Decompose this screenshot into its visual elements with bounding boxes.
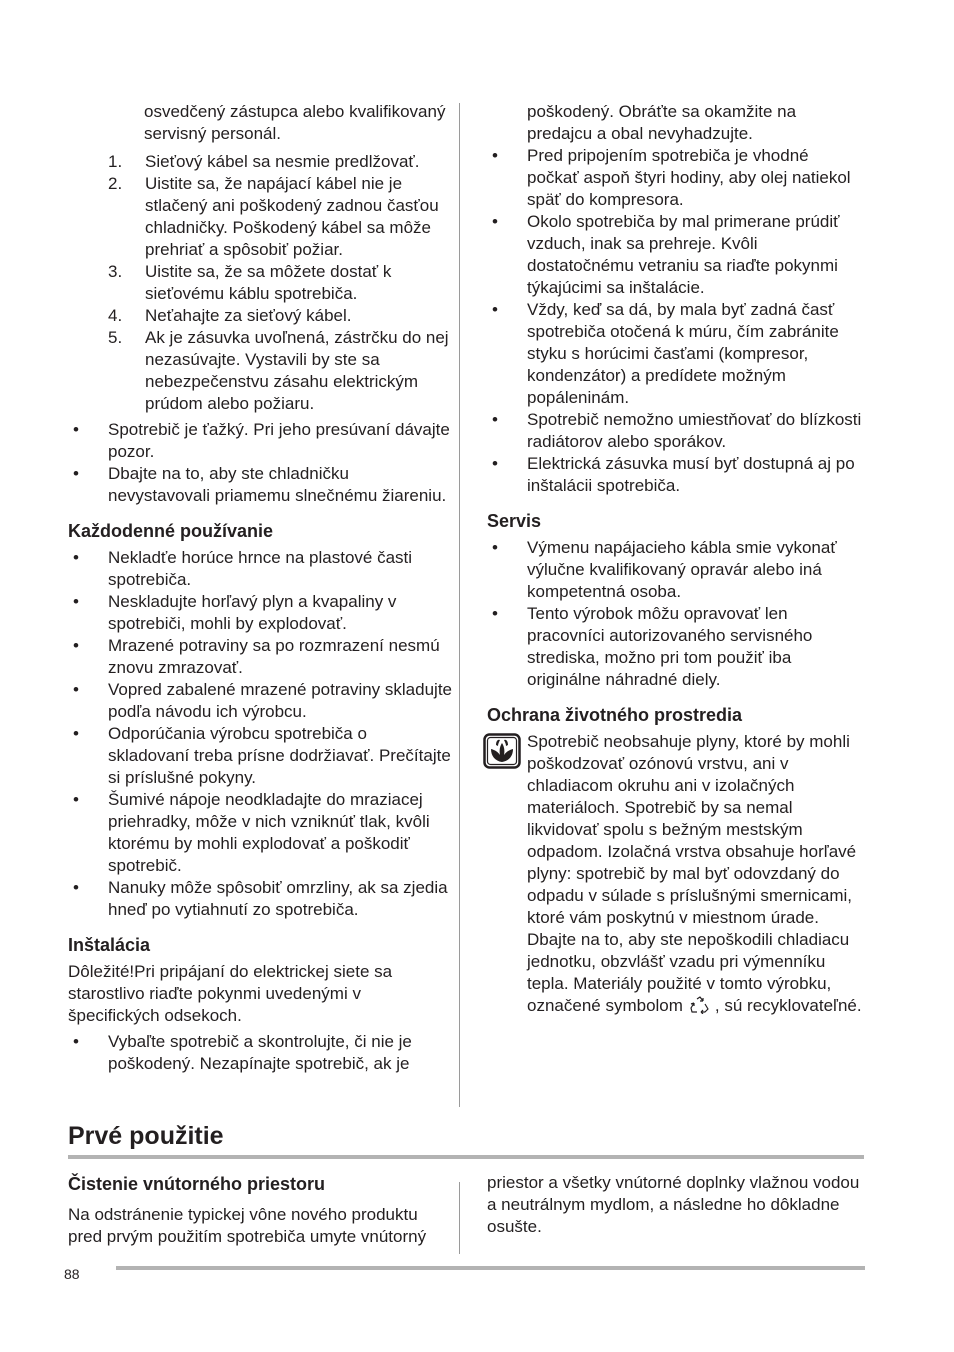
list-item: • Odporúčania výrobcu spotrebiča o skladovaní treba prísne dodržiavať. Prečítajte si príslušné pokyny.: [68, 723, 452, 789]
list-item: • Tento výrobok môžu opravovať len pracovníci autorizovaného servisného strediska, možno pri tom použiť iba originálne náhradné diely.: [487, 603, 865, 691]
list-item: • Spotrebič nemožno umiestňovať do blízkosti radiátorov alebo sporákov.: [487, 409, 865, 453]
service-heading: Servis: [487, 511, 542, 531]
item-text: Neťahajte za sieťový kábel.: [145, 306, 352, 325]
item-text: Uistite sa, že sa môžete dostať k sieťovému káblu spotrebiča.: [145, 262, 392, 303]
list-item: poškodený. Obráťte sa okamžite na predajcu a obal nevyhadzujte.: [527, 102, 797, 143]
numbered-item: [68, 261, 452, 305]
list-item: • Vybaľte spotrebič a skontrolujte, či nie je poškodený. Nezapínajte spotrebič, ak je: [68, 1031, 452, 1075]
first-use-right-column: [487, 1172, 865, 1238]
item-number: 2.: [108, 174, 123, 193]
list-item: • Neskladujte horľavý plyn a kvapaliny v spotrebiči, mohli by explodovať.: [68, 591, 452, 635]
cleaning-heading: Čistenie vnútorného priestoru: [68, 1174, 326, 1194]
installation-intro: Dôležité!Pri pripájaní do elektrickej siete sa starostlivo riaďte pokynmi uvedenými v špecifických odsekoch.: [68, 962, 393, 1025]
numbered-item: [68, 173, 452, 261]
environment-heading: Ochrana životného prostredia: [487, 705, 743, 725]
list-item: • Šumivé nápoje neodkladajte do mraziacej priehradky, môže v nich vzniknúť tlak, kvôli ktorému by mohli explodovať a poškodiť spotrebič.: [68, 789, 452, 877]
list-item: • Výmenu napájacieho kábla smie vykonať výlučne kvalifikovaný opravár alebo iná kompetentná osoba.: [487, 537, 865, 603]
list-item: • Dbajte na to, aby ste chladničku nevystavovali priamemu slnečnému žiareniu.: [68, 463, 452, 507]
footer-rule: [116, 1266, 865, 1270]
item-number: 4.: [108, 306, 123, 325]
intro-continuation: osvedčený zástupca alebo kvalifikovaný servisný personál.: [144, 102, 446, 143]
environment-block: [487, 731, 865, 1017]
daily-use-heading: Každodenné používanie: [68, 521, 274, 541]
service-list: [487, 537, 865, 691]
first-use-left-column: [68, 1172, 452, 1248]
list-item: • Nanuky môže spôsobiť omrzliny, ak sa zjedia hneď po vytiahnutí zo spotrebiča.: [68, 877, 452, 921]
list-item: • Vopred zabalené mrazené potraviny skladujte podľa návodu ich výrobcu.: [68, 679, 452, 723]
environment-text-end: , sú recyklovateľné.: [714, 996, 862, 1015]
list-item: • Mrazené potraviny sa po rozmrazení nesmú znovu zmrazovať.: [68, 635, 452, 679]
numbered-item: [68, 151, 452, 173]
cleaning-text-right: priestor a všetky vnútorné doplnky vlažnou vodou a neutrálnym mydlom, a následne ho dôkladne osušte.: [487, 1173, 860, 1236]
general-bullet-list: [68, 419, 452, 507]
item-text: Uistite sa, že napájací kábel nie je stlačený ani poškodený zadnou časťou chladničky. Poškodený kábel sa môže prehriať a spôsobiť požiar.: [145, 174, 439, 259]
bottom-column-divider: [459, 1182, 460, 1254]
item-number: 5.: [108, 328, 123, 347]
numbered-item: [68, 305, 452, 327]
numbered-list: [68, 151, 452, 415]
daily-use-list: [68, 547, 452, 921]
section-title: Prvé použitie: [68, 1122, 224, 1150]
list-item: • Pred pripojením spotrebiča je vhodné počkať aspoň štyri hodiny, aby olej natiekol späť do kompresora.: [487, 145, 865, 211]
installation-list: [68, 1031, 452, 1075]
item-number: 3.: [108, 262, 123, 281]
environment-text: Spotrebič neobsahuje plyny, ktoré by mohli poškodzovať ozónovú vrstvu, ani v chladiacom okruhu ani v izolačných materiáloch. Spotrebič by sa nemal likvidovať spolu s bežným mestským odpadom. Izolačná vrstva obsahuje horľavé plyny: spotrebič by mal byť odovzdaný do odpadu v súlade s príslušnými smernicami, ktoré vám poskytnú v miestnom úrade. Dbajte na to, aby ste nepoškodili chladiacu jednotku, obzvlášť vzadu pri výmenníku tepla. Materiály použité v tomto výrobku, označené symbolom: [527, 732, 857, 1015]
right-column: [487, 101, 865, 1017]
installation-heading: Inštalácia: [68, 935, 151, 955]
list-item: • Spotrebič je ťažký. Pri jeho presúvaní dávajte pozor.: [68, 419, 452, 463]
list-item: • Elektrická zásuvka musí byť dostupná aj po inštalácii spotrebiča.: [487, 453, 865, 497]
cleaning-text-left: Na odstránenie typickej vône nového produktu pred prvým použitím spotrebiča umyte vnútorný: [68, 1205, 427, 1246]
item-text: Ak je zásuvka uvoľnená, zástrčku do nej nezasúvajte. Vystavili by ste sa nebezpečenstvu zásahu elektrickým prúdom alebo požiaru.: [145, 328, 449, 413]
numbered-item: [68, 327, 452, 415]
list-item: • Okolo spotrebiča by mal primerane prúdiť vzduch, inak sa prehreje. Kvôli dostatočnému vetraniu sa riaďte pokynmi týkajúcimi sa inštalácie.: [487, 211, 865, 299]
column-divider: [459, 103, 460, 1107]
item-text: Sieťový kábel sa nesmie predlžovať.: [145, 152, 420, 171]
list-item: • Vždy, keď sa dá, by mala byť zadná časť spotrebiča otočená k múru, čím zabránite styku s horúcimi časťami (kompresor, kondenzátor) a predídete možným popáleninám.: [487, 299, 865, 409]
left-column: [68, 101, 452, 1075]
item-number: 1.: [108, 152, 123, 171]
list-item: • Nekladťe horúce hrnce na plastové časti spotrebiča.: [68, 547, 452, 591]
page-number: 88: [64, 1266, 80, 1282]
section-title-rule: [68, 1155, 864, 1159]
recycle-icon: [689, 996, 711, 1014]
environment-flower-icon: [483, 733, 521, 769]
installation-continued-list: [487, 101, 865, 497]
